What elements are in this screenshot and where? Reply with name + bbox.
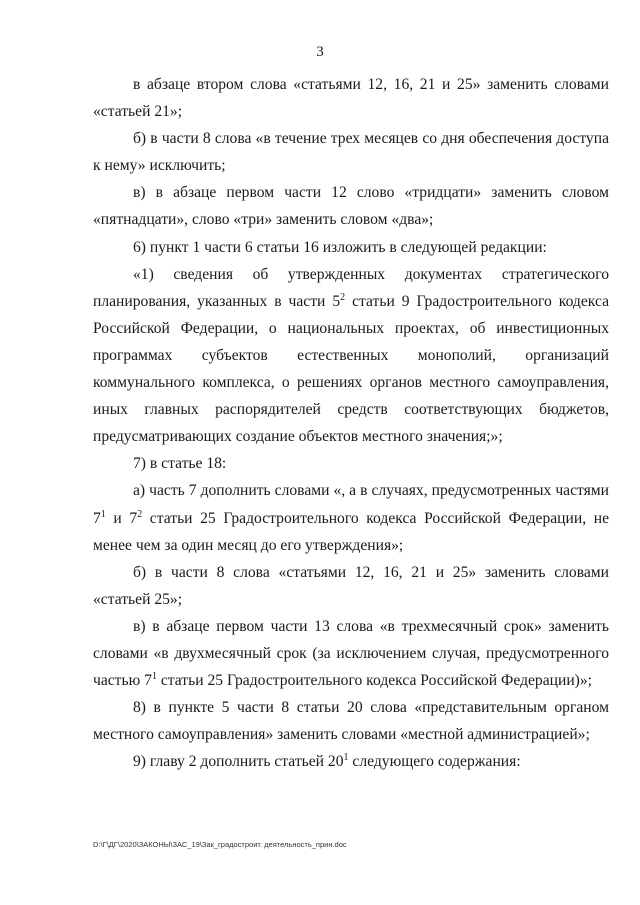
superscript: 1 bbox=[343, 752, 349, 764]
text-run: в абзаце втором слова «статьями 12, 16, 21 и 25» заменить словами «статьей 21»; bbox=[93, 76, 609, 121]
superscript: 1 bbox=[100, 508, 106, 520]
text-run: а) часть 7 дополнить словами «, а в случаях, предусмотренных частями 7 bbox=[93, 482, 609, 527]
paragraph-p5 bbox=[93, 261, 609, 451]
superscript: 2 bbox=[340, 291, 346, 303]
text-run: б) в части 8 слова «статьями 12, 16, 21 и 25» заменить словами «статьей 25»; bbox=[93, 563, 609, 608]
text-run: «1) сведения об утвержденных документах стратегического планирования, указанных в части 5 bbox=[93, 265, 609, 310]
file-path-footer: D:\Г\ДГ\2020\ЗАКОНЫ\ЗАС_19\Зак_градостроит. деятельность_прин.doc bbox=[93, 840, 347, 849]
text-run: 9) главу 2 дополнить статьей 20 bbox=[133, 753, 344, 771]
text-run: в) в абзаце первом части 12 слово «тридцати» заменить словом «пятнадцати», слово «три» заменить словом «два»; bbox=[93, 184, 609, 229]
superscript: 2 bbox=[137, 508, 143, 520]
text-run: в) в абзаце первом части 13 слова «в трехмесячный срок» заменить словами «в двухмесячный срок (за исключением случая, предусмотренного частью 7 bbox=[93, 617, 609, 690]
paragraph-p2 bbox=[93, 125, 609, 179]
page-number: 3 bbox=[316, 44, 324, 60]
paragraph-p7 bbox=[93, 477, 609, 558]
paragraph-p9 bbox=[93, 613, 609, 694]
paragraph-p6 bbox=[93, 450, 609, 477]
text-run: статьи 25 Градостроительного кодекса Российской Федерации, не менее чем за один месяц до его утверждения»; bbox=[93, 509, 609, 554]
paragraph-p1 bbox=[93, 71, 609, 125]
text-run: 7) в статье 18: bbox=[133, 455, 227, 473]
text-run: следующего содержания: bbox=[348, 753, 521, 771]
text-run: и 7 bbox=[105, 509, 138, 527]
text-run: б) в части 8 слова «в течение трех месяцев со дня обеспечения доступа к нему» исключить; bbox=[93, 130, 609, 175]
paragraph-p11 bbox=[93, 748, 609, 775]
superscript: 1 bbox=[151, 671, 157, 683]
paragraph-p10 bbox=[93, 694, 609, 748]
text-run: статьи 25 Градостроительного кодекса Российской Федерации)»; bbox=[156, 672, 593, 690]
paragraph-p8 bbox=[93, 559, 609, 613]
text-run: 8) в пункте 5 части 8 статьи 20 слова «представительным органом местного самоуправления» заменить словами «местной администрацией»; bbox=[93, 699, 609, 744]
paragraph-p4 bbox=[93, 234, 609, 261]
text-run: 6) пункт 1 части 6 статьи 16 изложить в следующей редакции: bbox=[133, 238, 547, 256]
document-body bbox=[93, 71, 609, 775]
paragraph-p3 bbox=[93, 179, 609, 233]
text-run: статьи 9 Градостроительного кодекса Российской Федерации, о национальных проектах, об инвестиционных программах субъектов естественных монополий, организаций коммунального комплекса, о решениях органов местного самоуправления, иных главных распорядителей средств соответствующих бюджетов, предусматривающих создание объектов местного значения;»; bbox=[93, 292, 609, 446]
